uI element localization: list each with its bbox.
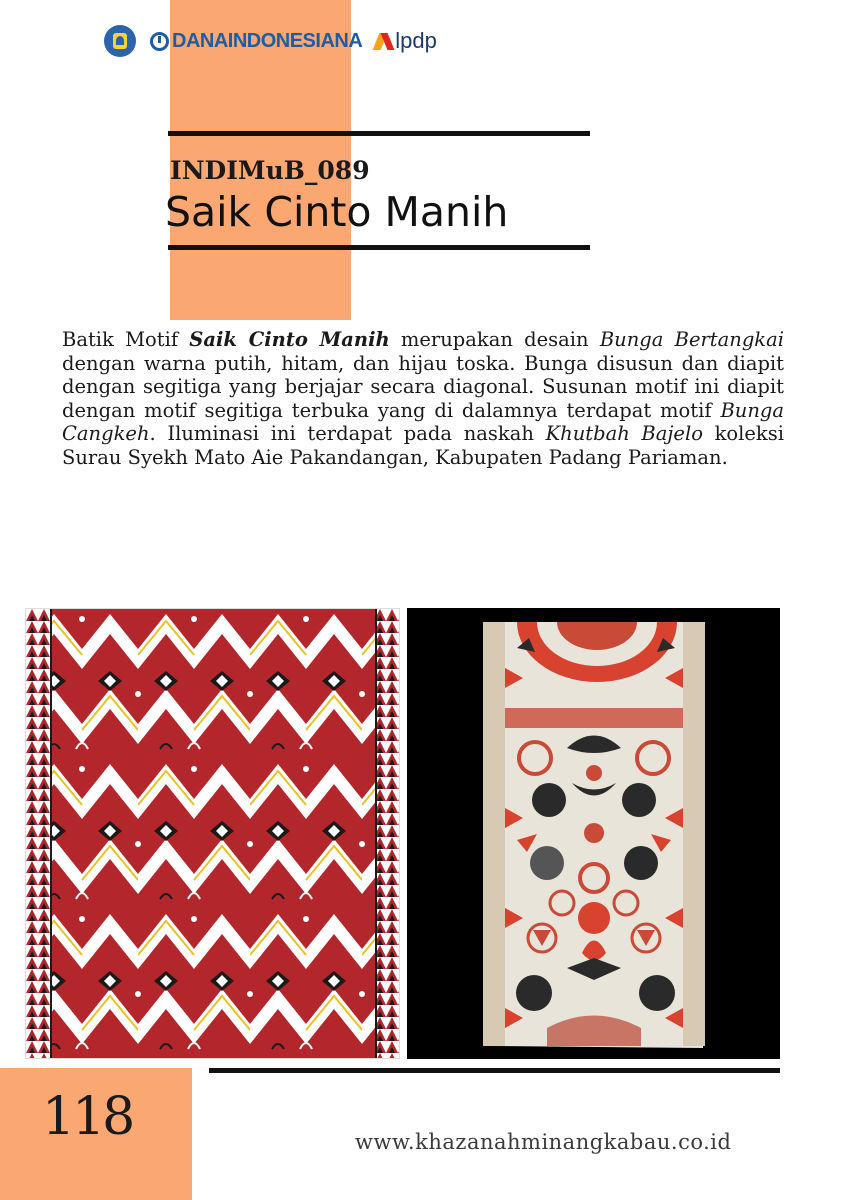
batik-motif-image <box>25 608 400 1059</box>
manuscript-name: Khutbah Bajelo <box>545 422 703 446</box>
tut-wuri-handayani-emblem-icon <box>104 25 136 57</box>
dana-indonesiana-logo-text: DANAINDONESIANA <box>172 29 363 52</box>
website-url: www.khazanahminangkabau.co.id <box>355 1130 732 1154</box>
motif-name: Saik Cinto Manih <box>189 328 390 351</box>
manuscript-illumination-svg <box>407 608 780 1059</box>
manuscript-photo <box>407 608 780 1059</box>
lpdp-mark-icon <box>376 30 392 52</box>
dana-indonesiana-logo <box>150 30 362 53</box>
description-text-1: Batik Motif <box>62 328 190 351</box>
inner-motif-name: Bunga Cangkeh <box>62 398 784 446</box>
page-number: 118 <box>42 1087 133 1147</box>
description-text-4: . Iluminasi ini terdapat pada naskah <box>149 422 546 446</box>
title-rule-bottom <box>168 245 590 250</box>
sponsor-logos <box>104 24 437 58</box>
page-title: Saik Cinto Manih <box>165 188 509 236</box>
lpdp-logo <box>376 28 437 54</box>
dana-clock-icon <box>150 32 169 51</box>
lpdp-logo-text: lpdp <box>395 28 437 53</box>
batik-pattern-svg <box>26 609 400 1059</box>
description-paragraph <box>62 328 784 470</box>
description-text-2: merupakan desain <box>389 328 600 351</box>
footer-rule <box>209 1068 780 1073</box>
design-name: Bunga Bertangkai <box>599 328 784 351</box>
title-rule-top <box>168 131 590 136</box>
entry-code: INDIMuB_089 <box>170 156 370 185</box>
description-text-5: koleksi Surau Syekh Mato Aie Pakandangan, Kabupaten Padang Pariaman. <box>62 422 784 469</box>
description-text-3: dengan warna putih, hitam, dan hijau toska. Bunga disusun dan diapit dengan segitiga yang berjajar secara diagonal. Susunan motif ini diapit dengan motif segitiga terbuka yang di dalamnya terdapat motif <box>62 351 784 422</box>
